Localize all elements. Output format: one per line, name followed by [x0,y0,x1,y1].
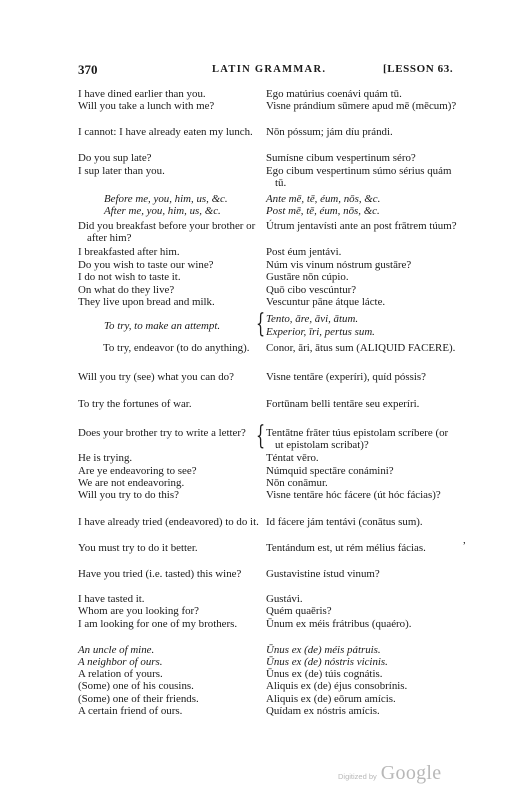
latin-translation: Aliquis ex (de) éjus consobrínis. [266,680,408,692]
latin-translation: Gustavistine ístud vinum? [266,568,380,580]
latin-translation: Tento, āre, āvi, ātum. [266,313,359,325]
english-sentence: Whom are you looking for? [78,605,199,617]
latin-translation: Gustávi. [266,593,303,605]
latin-translation: Ante mē, tē, éum, nōs, &c. [266,193,381,205]
english-sentence: I am looking for one of my brothers. [78,618,238,630]
lesson-label: [LESSON 63. [383,63,454,75]
english-sentence: A neighbor of ours. [78,656,163,668]
english-sentence: Have you tried (i.e. tasted) this wine? [78,568,242,580]
latin-translation: Quém quaēris? [266,605,332,617]
latin-translation: Experior, īri, pertus sum. [266,326,375,338]
latin-translation: Núm vis vinum nóstrum gustāre? [266,259,412,271]
english-sentence: A certain friend of ours. [78,705,183,717]
english-sentence: I breakfasted after him. [78,246,180,258]
english-sentence: Does your brother try to write a letter? [78,427,246,439]
latin-translation: Visne tentāre hóc fácere (út hóc fácias)? [266,489,441,501]
latin-translation: Téntat vēro. [266,452,319,464]
english-sentence: On what do they live? [78,284,175,296]
english-sentence: Will you try to do this? [78,489,179,501]
english-sentence: I do not wish to taste it. [78,271,181,283]
latin-translation: Vescuntur pāne átque lácte. [266,296,386,308]
digitized-label: Digitized by [338,772,377,781]
latin-translation: Post éum jentávi. [266,246,342,258]
brace: { [256,309,266,339]
english-sentence: We are not endeavoring. [78,477,185,489]
latin-translation: Visne prándium sūmere apud mē (mēcum)? [266,100,457,112]
latin-translation: Sumísne cibum vespertinum séro? [266,152,416,164]
latin-translation: Ūnus ex (de) túis cognátis. [266,668,383,680]
english-sentence: (Some) one of their friends. [78,693,199,705]
english-sentence: An uncle of mine. [78,644,155,656]
latin-translation: Conor, āri, ātus sum (ALIQUID FACERE). [266,342,456,354]
english-sentence: (Some) one of his cousins. [78,680,194,692]
latin-translation: Visne tentāre (experíri), quíd póssis? [266,371,426,383]
english-sentence: Did you breakfast before your brother or after him? [78,220,256,244]
english-sentence: Are ye endeavoring to see? [78,465,197,477]
english-sentence: A relation of yours. [78,668,163,680]
english-sentence: Will you try (see) what you can do? [78,371,234,383]
google-logo: Google [380,762,442,784]
latin-translation: Tentātne frāter túus epistolam scríbere (or ut epistolam scribat)? [266,427,449,451]
latin-translation: Post mē, tē, éum, nōs, &c. [266,205,380,217]
english-sentence: To try, endeavor (to do anything). [103,342,250,354]
latin-translation: Ūnus ex (de) nóstris vicinis. [266,656,388,668]
english-sentence: After me, you, him, us, &c. [104,205,221,217]
latin-translation: Útrum jentavísti ante an post frātrem túum? [266,220,457,232]
latin-translation: Quō cibo vescúntur? [266,284,357,296]
english-sentence: To try, to make an attempt. [104,320,221,332]
page-number: 370 [78,62,98,77]
english-sentence: Do you sup late? [78,152,152,164]
latin-translation: Nōn conāmur. [266,477,328,489]
latin-translation: Númquid spectāre conámini? [266,465,394,477]
english-sentence: I cannot: I have already eaten my lunch. [78,126,253,138]
latin-translation: Ūnum ex méis frátribus (quaéro). [266,618,412,630]
latin-translation: Nōn póssum; jám díu prándi. [266,126,393,138]
margin-mark: , [463,534,466,546]
english-sentence: I sup later than you. [78,165,165,177]
latin-translation: Ūnus ex (de) méis pátruis. [266,644,381,656]
english-sentence: I have already tried (endeavored) to do it. [78,516,259,528]
latin-translation: Quídam ex nóstris amícis. [266,705,380,717]
brace: { [256,421,266,451]
english-sentence: You must try to do it better. [78,542,198,554]
english-sentence: He is trying. [78,452,133,464]
english-sentence: Will you take a lunch with me? [78,100,215,112]
digitized-watermark [338,762,441,785]
latin-translation: Fortūnam belli tentāre seu experíri. [266,398,420,410]
latin-translation: Id fácere jám tentávi (conātus sum). [266,516,423,528]
english-sentence: Do you wish to taste our wine? [78,259,214,271]
english-sentence: To try the fortunes of war. [78,398,192,410]
english-sentence: Before me, you, him, us, &c. [104,193,228,205]
latin-translation: Aliquis ex (de) eōrum amícis. [266,693,396,705]
running-title: LATIN GRAMMAR. [212,64,327,75]
latin-translation: Ego matúrius coenávi quám tū. [266,88,402,100]
latin-translation: Ego cibum vespertinum súmo sérius quám tū. [266,165,452,189]
english-sentence: They live upon bread and milk. [78,296,215,308]
english-sentence: I have tasted it. [78,593,145,605]
latin-translation: Tentándum est, ut rém mélius fácias. [266,542,426,554]
english-sentence: I have dined earlier than you. [78,88,206,100]
latin-translation: Gustāre nōn cúpio. [266,271,349,283]
